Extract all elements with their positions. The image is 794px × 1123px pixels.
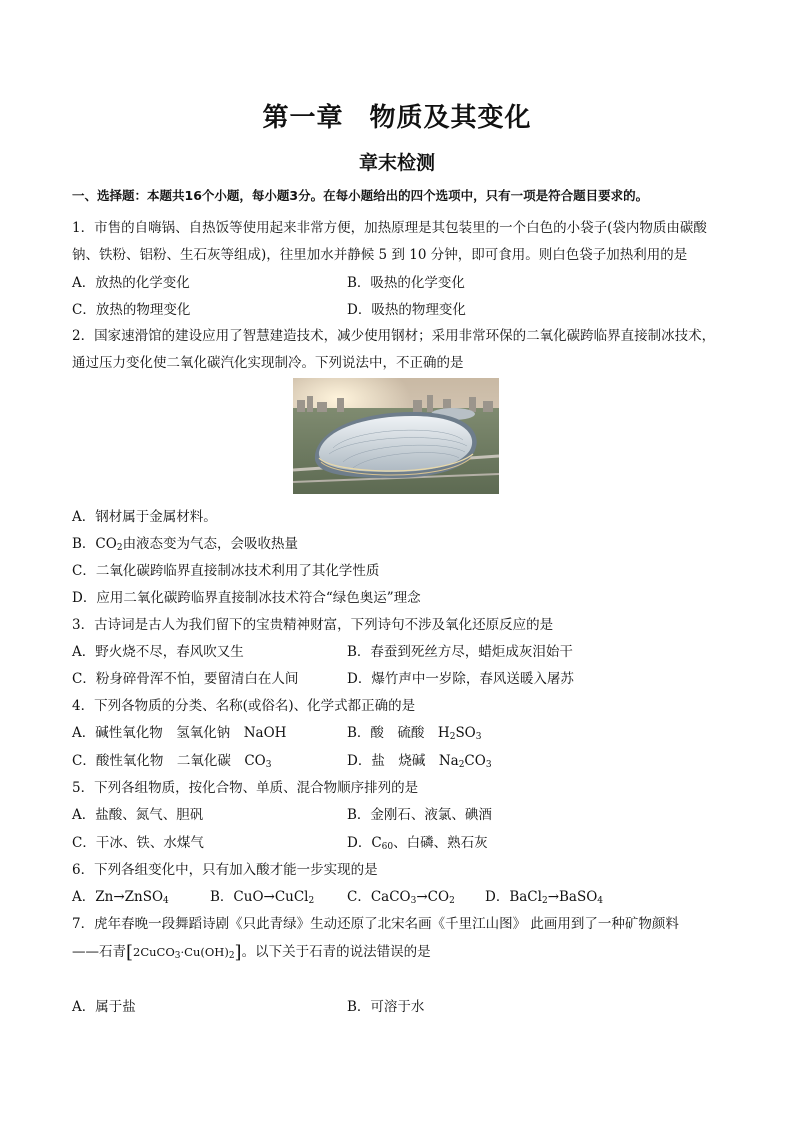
q2-b-text: B．CO [72,536,117,552]
section-header: 一、选择题：本题共16个小题，每小题3分。在每小题给出的四个选项中，只有一项是符合题目要求的。 [72,188,649,203]
q4-c-text: C．酸性氧化物 二氧化碳 CO [72,753,266,769]
q2-option-d: D．应用二氧化碳跨临界直接制冰技术符合“绿色奥运”理念 [72,590,421,606]
q7-formula-part1: 2CuCO [133,945,175,959]
q7-line2-start: ——石青 [72,944,126,960]
q5-option-a: A．盐酸、氮气、胆矾 [72,807,204,823]
q6-a-text: A．Zn→ZnSO [72,889,164,905]
q7-option-b: B．可溶于水 [347,999,425,1015]
q4-b-sub1: 2 [449,732,456,742]
q4-d-text: D．盐 烧碱 Na [347,753,459,769]
q7-stem-line1: 7．虎年春晚一段舞蹈诗剧《只此青绿》生动还原了北宋名画《千里江山图》 此画用到了一种矿物颜料 [72,916,679,932]
q5-d-text: D．C [347,835,382,851]
q3-option-c: C．粉身碎骨浑不怕，要留清白在人间 [72,671,299,687]
q4-b-mid: SO [455,725,476,741]
q4-d-mid: CO [464,753,486,769]
q7-formula-sub1: 3 [174,951,181,961]
q3-option-d: D．爆竹声中一岁除，春风送暖入屠苏 [347,671,574,687]
q3-option-b: B．春蚕到死丝方尽，蜡炬成灰泪始干 [347,644,573,660]
q6-option-c [347,885,455,906]
q4-option-b [347,721,482,742]
q7-right-bracket: ] [234,942,242,963]
q5-option-b: B．金刚石、液氯、碘酒 [347,807,492,823]
q2-stem-line2: 通过压力变化使二氧化碳汽化实现制冷。下列说法中，不正确的是 [72,355,464,371]
page-subtitle: 章末检测 [358,152,435,174]
q6-d-sub2: 4 [597,896,604,906]
q7-line2-end: 。以下关于石青的说法错误的是 [241,944,431,960]
q6-c-mid: →CO [416,889,450,905]
q2-stem-line1: 2．国家速滑馆的建设应用了智慧建造技术，减少使用钢材；采用非常环保的二氧化碳跨临界直接制冰技术， [72,328,716,344]
q1-option-d: D．吸热的物理变化 [347,302,466,318]
q5-option-d [347,831,488,852]
q6-option-b [210,885,314,906]
q2-b-rest: 由液态变为气态，会吸收热量 [122,536,299,552]
q1-stem-line1: 1．市售的自嗨锅、自热饭等使用起来非常方便，加热原理是其包装里的一个白色的小袋子(袋内物质由碳酸 [72,220,707,236]
q5-stem: 5．下列各组物质，按化合物、单质、混合物顺序排列的是 [72,780,419,796]
q1-option-a: A．放热的化学变化 [72,275,190,291]
q7-formula-sub2: 2 [228,951,235,961]
q5-d-rest: 、白磷、熟石灰 [393,835,488,851]
q6-c-text: C．CaCO [347,889,411,905]
q4-c-sub1: 3 [265,760,272,770]
chapter-title [0,97,794,134]
q1-stem-line2: 钠、铁粉、铝粉、生石灰等组成)，往里加水并静候 5 到 10 分钟，即可食用。则白色袋子加热利用的是 [72,247,688,263]
q7-left-bracket: [ [126,942,134,963]
q6-d-text: D．BaCl [485,889,542,905]
stadium-image [293,378,499,494]
chapter-name: 物质及其变化 [369,103,532,133]
q6-b-text: B．CuO→CuCl [210,889,309,905]
q2-option-c: C．二氧化碳跨临界直接制冰技术利用了其化学性质 [72,563,380,579]
q2-option-a: A．钢材属于金属材料。 [72,509,217,525]
q2-option-b [72,532,298,553]
q6-b-sub: 2 [308,896,315,906]
q3-stem: 3．古诗词是古人为我们留下的宝贵精神财富，下列诗句不涉及氧化还原反应的是 [72,617,554,633]
q1-option-b: B．吸热的化学变化 [347,275,465,291]
q7-formula-part2: ·Cu(OH) [180,945,229,959]
q5-d-sub1: 60 [381,842,394,852]
q3-option-a: A．野火烧不尽，春风吹又生 [72,644,244,660]
q4-d-sub1: 2 [458,760,465,770]
q6-d-mid: →BaSO [547,889,598,905]
q6-a-sub: 4 [163,896,169,906]
q6-d-sub1: 2 [541,896,548,906]
q6-option-d [485,885,603,906]
q6-stem: 6．下列各组变化中，只有加入酸才能一步实现的是 [72,862,378,878]
q7-option-a: A．属于盐 [72,999,136,1015]
q4-b-text: B．酸 硫酸 H [347,725,450,741]
speed-skating-oval-photo [293,378,499,494]
chapter-number: 第一章 [262,103,344,133]
q6-option-a [72,885,169,906]
q4-option-c [72,749,271,770]
q4-b-sub2: 3 [475,732,482,742]
q7-stem-line2 [72,940,431,963]
q1-option-c: C．放热的物理变化 [72,302,191,318]
q6-c-sub2: 2 [449,896,455,906]
q2-b-subscript: 2 [116,543,123,553]
q4-option-a: A．碱性氧化物 氢氧化钠 NaOH [72,725,287,741]
q5-option-c: C．干冰、铁、水煤气 [72,835,204,851]
q4-d-sub2: 3 [485,760,492,770]
q4-option-d [347,749,492,770]
q4-stem: 4．下列各物质的分类、名称(或俗名)、化学式都正确的是 [72,698,416,714]
q6-c-sub1: 3 [410,896,417,906]
